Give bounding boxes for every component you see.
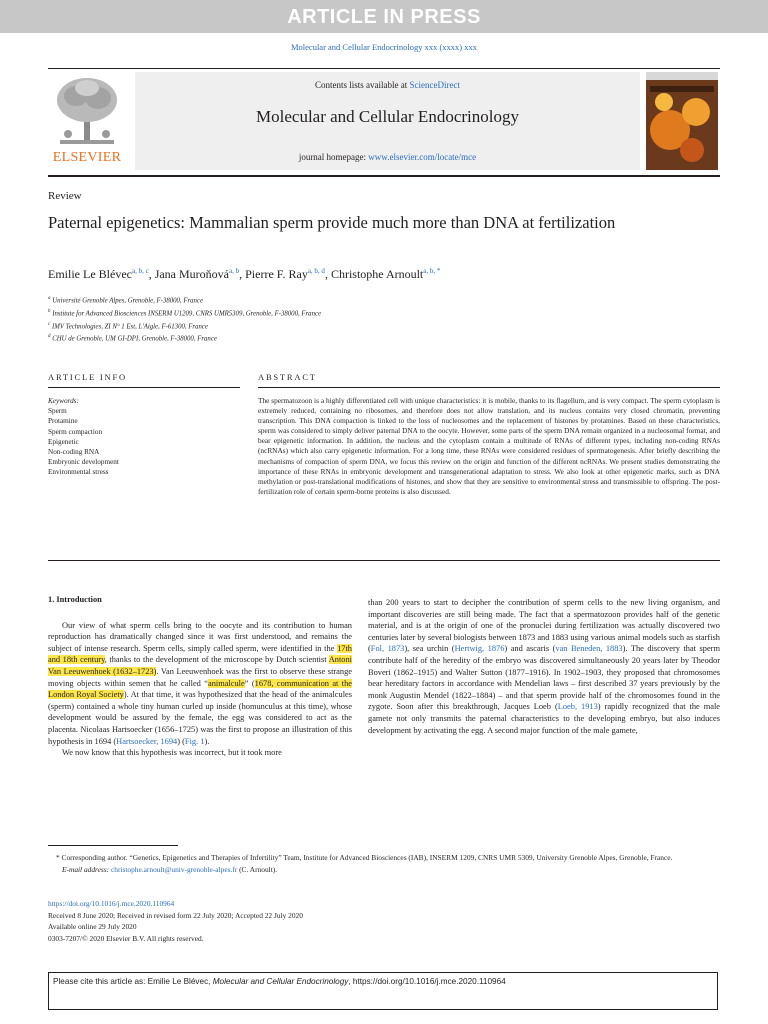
cite-this-article-box: Please cite this article as: Emilie Le Blévec, Molecular and Cellular Endocrinology, https://doi.org/10.1016/j.mce.2020.110964 xyxy=(48,972,718,1010)
keyword: Sperm compaction xyxy=(48,427,103,436)
citation-link[interactable]: Hartsoecker, 1694 xyxy=(116,736,178,746)
keyword: Non-coding RNA xyxy=(48,448,100,457)
author[interactable]: Christophe Arnoult$^{a, b, *}$ xyxy=(330,267,441,281)
author[interactable]: Jana Muroňová$^{a, b}$, xyxy=(154,267,246,281)
citation-link[interactable]: Fol, 1873 xyxy=(370,644,405,654)
article-info-rule xyxy=(48,387,240,388)
highlight[interactable]: animalcule xyxy=(207,678,245,688)
copyright: 0303-7207/© 2020 Elsevier B.V. All rights reserved. xyxy=(48,933,204,943)
journal-cover-image[interactable] xyxy=(646,72,718,170)
citation-link[interactable]: Loeb, 1913 xyxy=(557,702,598,712)
author[interactable]: Emilie Le Blévec$^{a, b, c}$, xyxy=(48,267,155,281)
affiliation: $^a$ Université Grenoble Alpes, Grenoble, F-38000, France xyxy=(48,296,203,305)
elsevier-tree-icon xyxy=(54,76,120,148)
body-column-left xyxy=(48,594,352,759)
body-column-right xyxy=(368,597,720,736)
paragraph: We now know that this hypothesis was incorrect, but it took more xyxy=(62,748,282,758)
keywords-block xyxy=(48,396,240,478)
header-bottom-rule xyxy=(48,175,720,177)
keyword: Sperm xyxy=(48,407,67,416)
section-heading: 1. Introduction xyxy=(48,595,102,604)
paragraph: than 200 years to start to decipher the contribution of sperm cells to the new living organism, and important discoveries are still being made. The fact that a spermatozoon provides half of the genetic material, and is at the origin of one of the pronuclei during fertilization was actually discovered two centuries later by several biologists between 1873 and 1883 using various animal models such as starfish (Fol, 1873), sea urchin (Hertwig, 1876) and ascaris (van Beneden, 1883). The discovery that sperm contribute half of the heredity of the embryo was discovered simultaneously 20 years later by Theodor Boveri (1862–1915) and Walter Sutton (1877–1916). In 1902–1903, they proposed that chromosomes bear hereditary factors in accordance with Mendelian laws – first described 37 years previously by the monk Augustin Mendel (1822–1884) – and that sperm provide half of the chromosomes found in the zygote. Soon after this breakthrough, Jacques Loeb (Loeb, 1913) rapidly recognized that the male gamete not only transmits the paternal characteristics to the developing embryo, but also induces development by activating the egg. A second major function of the male gamete, xyxy=(368,598,720,735)
author-affil: a, b xyxy=(229,267,240,275)
journal-reference-link[interactable]: Molecular and Cellular Endocrinology xxx (xxxx) xxx xyxy=(290,42,477,52)
keyword: Protamine xyxy=(48,417,78,426)
abstract-end-rule xyxy=(48,560,720,561)
journal-title: Molecular and Cellular Endocrinology xyxy=(256,107,519,126)
figure-link[interactable]: Fig. 1 xyxy=(184,736,205,746)
doi-link[interactable]: https://doi.org/10.1016/j.mce.2020.110964 xyxy=(48,899,175,908)
elsevier-logo xyxy=(48,76,126,168)
author-list xyxy=(48,267,728,282)
article-in-press-banner: ARTICLE IN PRESS xyxy=(0,0,768,33)
affiliation: $^d$ CHU de Grenoble, UM GI-DPI, Grenoble, F-38000, France xyxy=(48,334,217,343)
affiliation: $^b$ Institute for Advanced Biosciences INSERM U1209, CNRS UMR5309, Grenoble, F-38000, France xyxy=(48,308,322,318)
contents-line xyxy=(135,80,640,90)
citation-link[interactable]: Hertwig, 1876 xyxy=(454,644,505,654)
abstract-rule xyxy=(258,387,720,388)
abstract-heading: ABSTRACT xyxy=(258,372,317,382)
available-date: Available online 29 July 2020 xyxy=(48,922,137,932)
author[interactable]: Pierre F. Ray$^{a, b, d}$, xyxy=(245,267,331,281)
paragraph: Our view of what sperm cells bring to the oocyte and its contribution to human reproduction has dramatically changed since it was first understood, and remains the subject of intense research. Sperm cells, simply called sperm, were identified in the 17th and 18th century, thanks to the development of the microscope by Dutch scientist Antoni Van Leeuwenhoek (1632–1723). Van Leeuwenhoek was the first to observe these strange moving objects within semen that he called “animalcule” (1678, communication at the London Royal Society). At that time, it was hypothesized that the head of the animalcules (sperm) contained a whole tiny human curled up inside (homunculus at this time), whose development would be assured by the female, the egg was considered to act as the placenta. Nicolaas Hartsoecker (1656–1725) was the first to propose an illustration of this hypothesis in 1694 (Hartsoecker, 1694) (Fig. 1). xyxy=(48,620,352,746)
abstract-text: The spermatozoon is a highly differentiated cell with unique characteristics: it is mobile, thanks to its flagellum, and is very compact. The sperm cytoplasm is extremely reduced, containing no ribosomes, and therefore does not allow translation, and its nucleus contains very closed chromatin, preventing transcription. This DNA compaction is linked to the loss of nucleosomes and the replacement of histones by protamines. Based on these characteristics, sperm was considered to simply deliver paternal DNA to the oocyte. However, some parts of the sperm DNA remain organized in a nucleosomal format, and bear epigenetic information. In addition, the nucleus and the cytoplasm contain a multitude of RNAs of different types, including non-coding RNAs (ncRNAs) which also carry epigenetic information. For a long time, these RNAs were considered residues of spermatogenesis. After briefly describing the mechanisms of compaction of sperm DNA, we focus this review on the origin and function of the different ncRNAs. We present studies demonstrating the importance of these RNAs in embryonic development and transgenerational adaptation to stress. We also look at other epigenetic marks, such as DNA methylation or post-translational modifications of histones, and show that they are sensitive to environmental stress and transmissible to offspring. The post-fertilization role of certain sperm-borne proteins is also discussed. xyxy=(258,396,720,496)
highlight[interactable]: Antoni Van Leeuwenhoek (1632–1723) xyxy=(48,655,352,676)
article-history xyxy=(48,898,720,944)
affiliation: $^c$ IMV Technologies, ZI N° 1 Est, L'Aigle, F-61300, France xyxy=(48,321,208,330)
keyword: Epigenetic xyxy=(48,437,79,446)
sciencedirect-link[interactable]: ScienceDirect xyxy=(409,80,460,90)
author-affil: a, b, d xyxy=(307,267,325,275)
header-top-rule xyxy=(48,68,720,69)
keyword: Environmental stress xyxy=(48,468,109,477)
article-info-heading: ARTICLE INFO xyxy=(48,372,127,382)
contents-prefix: Contents lists available at xyxy=(315,80,410,90)
section-type: Review xyxy=(48,190,82,202)
highlight[interactable]: 1678, communication at the London Royal Society xyxy=(48,678,352,700)
footnote-text: * Corresponding author. “Genetics, Epigenetics and Therapies of Infertility” Team, Institute for Advanced Biosciences (IAB), INSERM 1209, CNRS UMR 5309, University Grenoble Alpes, Grenoble, France. xyxy=(56,853,673,862)
highlight[interactable]: 17th and 18th century xyxy=(48,643,352,665)
cover-art-icon xyxy=(646,72,718,170)
homepage-link[interactable]: www.elsevier.com/locate/mce xyxy=(368,152,477,162)
received-dates: Received 8 June 2020; Received in revised form 22 July 2020; Accepted 22 July 2020 xyxy=(48,910,303,920)
keywords-label: Keywords: xyxy=(48,397,79,405)
publisher-name: ELSEVIER xyxy=(52,150,122,165)
citation-link[interactable]: van Beneden, 1883 xyxy=(555,644,623,654)
affiliation-list xyxy=(48,294,728,345)
article-title: Paternal epigenetics: Mammalian sperm provide much more than DNA at fertilization xyxy=(48,213,616,232)
cite-doi[interactable]: , https://doi.org/10.1016/j.mce.2020.110964 xyxy=(348,977,506,986)
corresponding-author-footnote: * Corresponding author. “Genetics, Epigenetics and Therapies of Infertility” Team, Institute for Advanced Biosciences (IAB), INSERM 1209, CNRS UMR 5309, University Grenoble Alpes, Grenoble, France. E-mail address: christophe.arnoult@univ-grenoble-alpes.fr (C. Arnoult). xyxy=(48,852,720,875)
email-label: E-mail address: xyxy=(62,864,111,874)
author-affil: a, b, * xyxy=(423,267,441,275)
email-link[interactable]: christophe.arnoult@univ-grenoble-alpes.fr xyxy=(111,864,238,874)
author-affil: a, b, c xyxy=(131,267,149,275)
keyword: Embryonic development xyxy=(48,458,119,467)
homepage-line xyxy=(135,152,640,162)
footnote-rule xyxy=(48,845,178,846)
homepage-prefix: journal homepage: xyxy=(298,152,369,162)
